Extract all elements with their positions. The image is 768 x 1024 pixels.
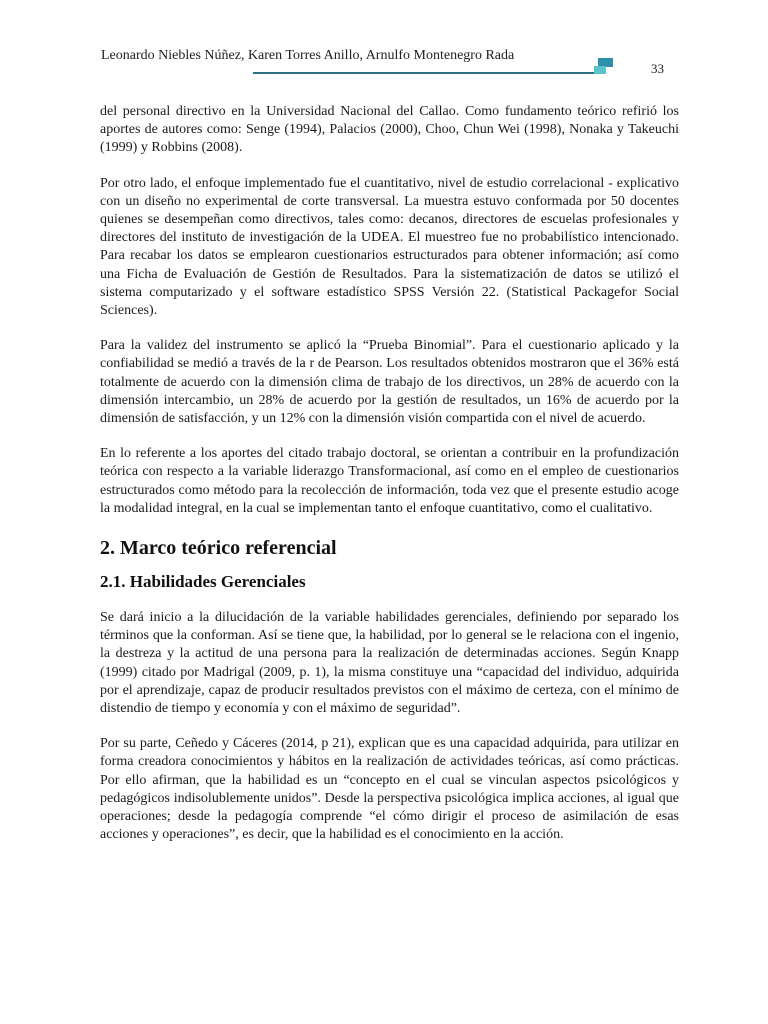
paragraph-2: Por otro lado, el enfoque implementado fue el cuantitativo, nivel de estudio correlacional - explicativo con un diseño no experimental de corte transversal. La muestra estuvo conformada por 50 docentes quienes se desempeñan como directivos, tales como: decanos, directores de escuelas profesionales y directores del instituto de investigación de la UDEA. El muestreo fue no probabilístico intencionado. Para recabar los datos se emplearon cuestionarios estructurados para obtener información; así como una Ficha de Evaluación de Gestión de Resultados. Para la sistematización de datos se utilizó el sistema computarizado y el software estadístico SPSS Versión 22. (Statistical Packagefor Social Sciences). xyxy=(100,175,679,319)
paragraph-1: del personal directivo en la Universidad Nacional del Callao. Como fundamento teórico refirió los aportes de autores como: Senge (1994), Palacios (2000), Choo, Chun Wei (1998), Nonaka y Takeuchi (1999) y Robbins (2008). xyxy=(100,104,679,156)
journal-logo-icon xyxy=(594,58,614,74)
paragraph-5: Se dará inicio a la dilucidación de la variable habilidades gerenciales, definiendo por separado los términos que la conforman. Así se tiene que, la habilidad, por lo general se le relaciona con el ingenio, la destreza y la actitud de una persona para la realización de determinadas acciones. Según Knapp (1999) citado por Madrigal (2009, p. 1), la misma constituye una “capacidad del individuo, adquirida por el aprendizaje, capaz de producir resultados previstos con el máximo de certeza, con el mínimo de distendio de tiempo y economía y con el máximo de seguridad”. xyxy=(100,610,679,717)
paragraph-4: En lo referente a los aportes del citado trabajo doctoral, se orientan a contribuir en la profundización teórica con respecto a la variable liderazgo Transformacional, así como en el empleo de cuestionarios estructurados como método para la recolección de información, toda vez que el presente estudio acoge la modalidad integral, en la cual se implementan tanto el enfoque cuantitativo, como el cualitativo. xyxy=(100,446,679,516)
running-header-authors: Leonardo Niebles Núñez, Karen Torres Anillo, Arnulfo Montenegro Rada xyxy=(101,48,515,63)
main-content xyxy=(100,103,679,862)
section-heading: 2. Marco teórico referencial xyxy=(100,537,337,560)
page-number: 33 xyxy=(651,61,664,76)
paragraph-3: Para la validez del instrumento se aplicó la “Prueba Binomial”. Para el cuestionario aplicado y la confiabilidad se medió a través de la r de Pearson. Los resultados obtenidos mostraron que el 36% está totalmente de acuerdo con la dimensión clima de trabajo de los directivos, un 28% de acuerdo con la dimensión intercambio, un 28% de acuerdo por la gestión de resultados, un 16% de acuerdo por la dimensión de satisfacción, y un 12% con la dimensión visión compartida con el nivel de acuerdo. xyxy=(100,338,679,427)
subsection-heading: 2.1. Habilidades Gerenciales xyxy=(100,572,306,592)
header-rule xyxy=(253,72,600,74)
paragraph-6: Por su parte, Ceñedo y Cáceres (2014, p 21), explican que es una capacidad adquirida, para utilizar en forma creadora conocimientos y hábitos en la realización de actividades teóricas, así como prácticas. Por ello afirman, que la habilidad es un “concepto en el cual se vinculan aspectos psicológicos y pedagógicos indisolublemente unidos”. Desde la perspectiva psicológica implica acciones, al igual que operaciones; desde la pedagogía comprende “el cómo dirigir el proceso de asimilación de esas acciones y operaciones”, es decir, que la habilidad es el conocimiento en la acción. xyxy=(100,736,679,843)
